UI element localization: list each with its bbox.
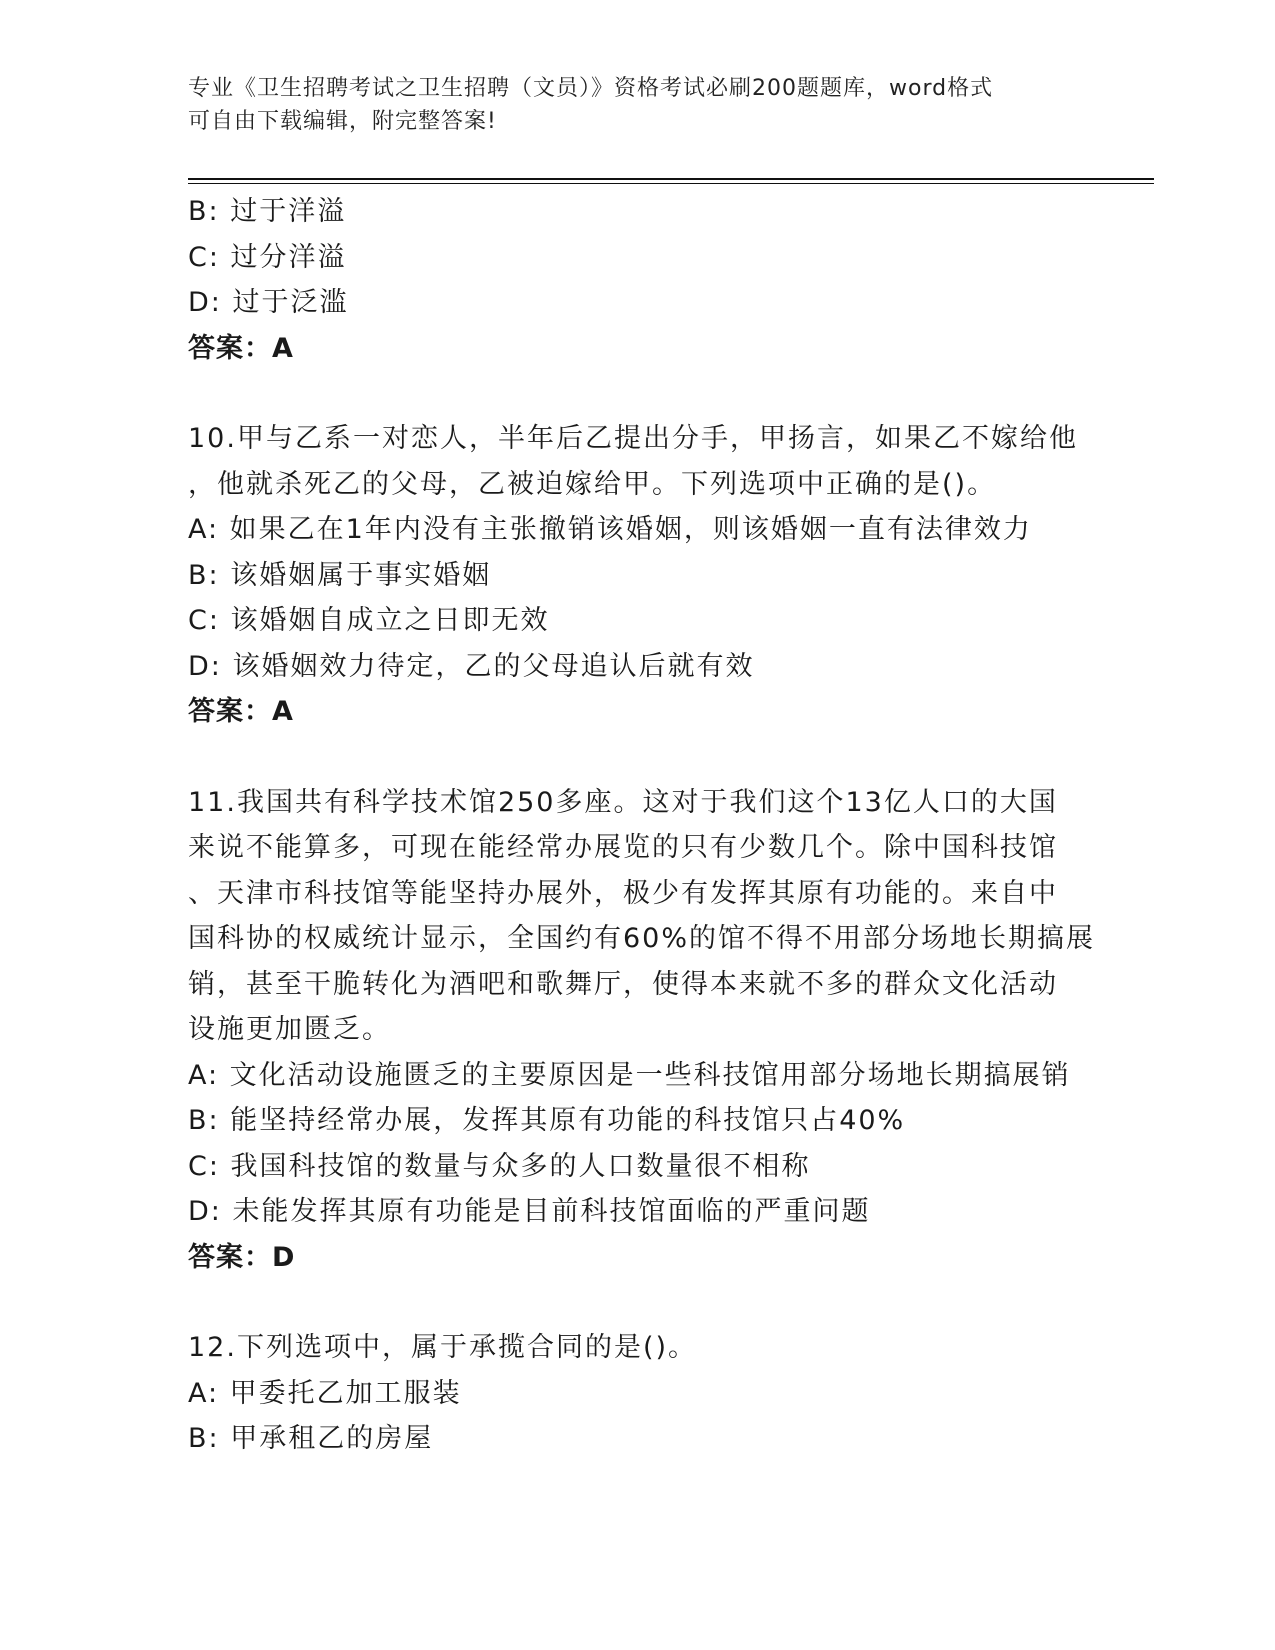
question-9-tail — [188, 189, 1088, 371]
option-b: B: 能坚持经常办展，发挥其原有功能的科技馆只占40% — [188, 1105, 906, 1136]
question-10 — [188, 416, 1088, 735]
option-b: B: 过于洋溢 — [188, 196, 347, 227]
question-stem-line: 来说不能算多，可现在能经常办展览的只有少数几个。除中国科技馆 — [188, 832, 1058, 863]
option-a: A: 文化活动设施匮乏的主要原因是一些科技馆用部分场地长期搞展销 — [188, 1059, 1071, 1091]
question-spacer — [188, 735, 1088, 780]
question-list — [188, 189, 1096, 1462]
header-title-line-1: 专业《卫生招聘考试之卫生招聘（文员）》资格考试必刷200题题库，word格式 — [188, 76, 994, 101]
question-stem-line: 12.下列选项中，属于承揽合同的是()。 — [188, 1332, 698, 1363]
answer-line: 答案：D — [188, 1241, 296, 1273]
question-spacer — [188, 371, 1088, 416]
option-d: D: 未能发挥其原有功能是目前科技馆面临的严重问题 — [188, 1196, 871, 1227]
question-stem-line: 设施更加匮乏。 — [188, 1014, 391, 1045]
option-a: A: 甲委托乙加工服装 — [188, 1377, 462, 1409]
option-c: C: 过分洋溢 — [188, 241, 347, 273]
option-c: C: 我国科技馆的数量与众多的人口数量很不相称 — [188, 1150, 811, 1182]
question-spacer — [188, 1280, 1088, 1325]
option-c: C: 该婚姻自成立之日即无效 — [188, 605, 550, 636]
option-d: D: 该婚姻效力待定，乙的父母追认后就有效 — [188, 650, 755, 682]
answer-line: 答案：A — [188, 332, 294, 364]
header-divider-thick — [188, 178, 1154, 180]
answer-line: 答案：A — [188, 696, 294, 727]
question-11 — [188, 780, 1096, 1281]
question-stem-line: 、天津市科技馆等能坚持办展外，极少有发挥其原有功能的。来自中 — [188, 877, 1058, 909]
header-divider-thin — [188, 183, 1154, 184]
question-12 — [188, 1325, 1088, 1462]
header-title-line-2: 可自由下载编辑，附完整答案! — [188, 109, 497, 134]
option-b: B: 该婚姻属于事实婚姻 — [188, 559, 492, 591]
document-header — [188, 72, 1088, 138]
question-stem-line: 国科协的权威统计显示，全国约有60%的馆不得不用部分场地长期搞展 — [188, 923, 1096, 954]
option-a: A: 如果乙在1年内没有主张撤销该婚姻，则该婚姻一直有法律效力 — [188, 514, 1032, 545]
question-stem-line: ，他就杀死乙的父母，乙被迫嫁给甲。下列选项中正确的是()。 — [188, 468, 997, 500]
option-d: D: 过于泛滥 — [188, 287, 349, 318]
question-stem-line: 10.甲与乙系一对恋人，半年后乙提出分手，甲扬言，如果乙不嫁给他 — [188, 423, 1078, 454]
question-stem-line: 销，甚至干脆转化为酒吧和歌舞厅，使得本来就不多的群众文化活动 — [188, 968, 1058, 1000]
question-stem-line: 11.我国共有科学技术馆250多座。这对于我们这个13亿人口的大国 — [188, 786, 1058, 818]
option-b: B: 甲承租乙的房屋 — [188, 1423, 434, 1454]
